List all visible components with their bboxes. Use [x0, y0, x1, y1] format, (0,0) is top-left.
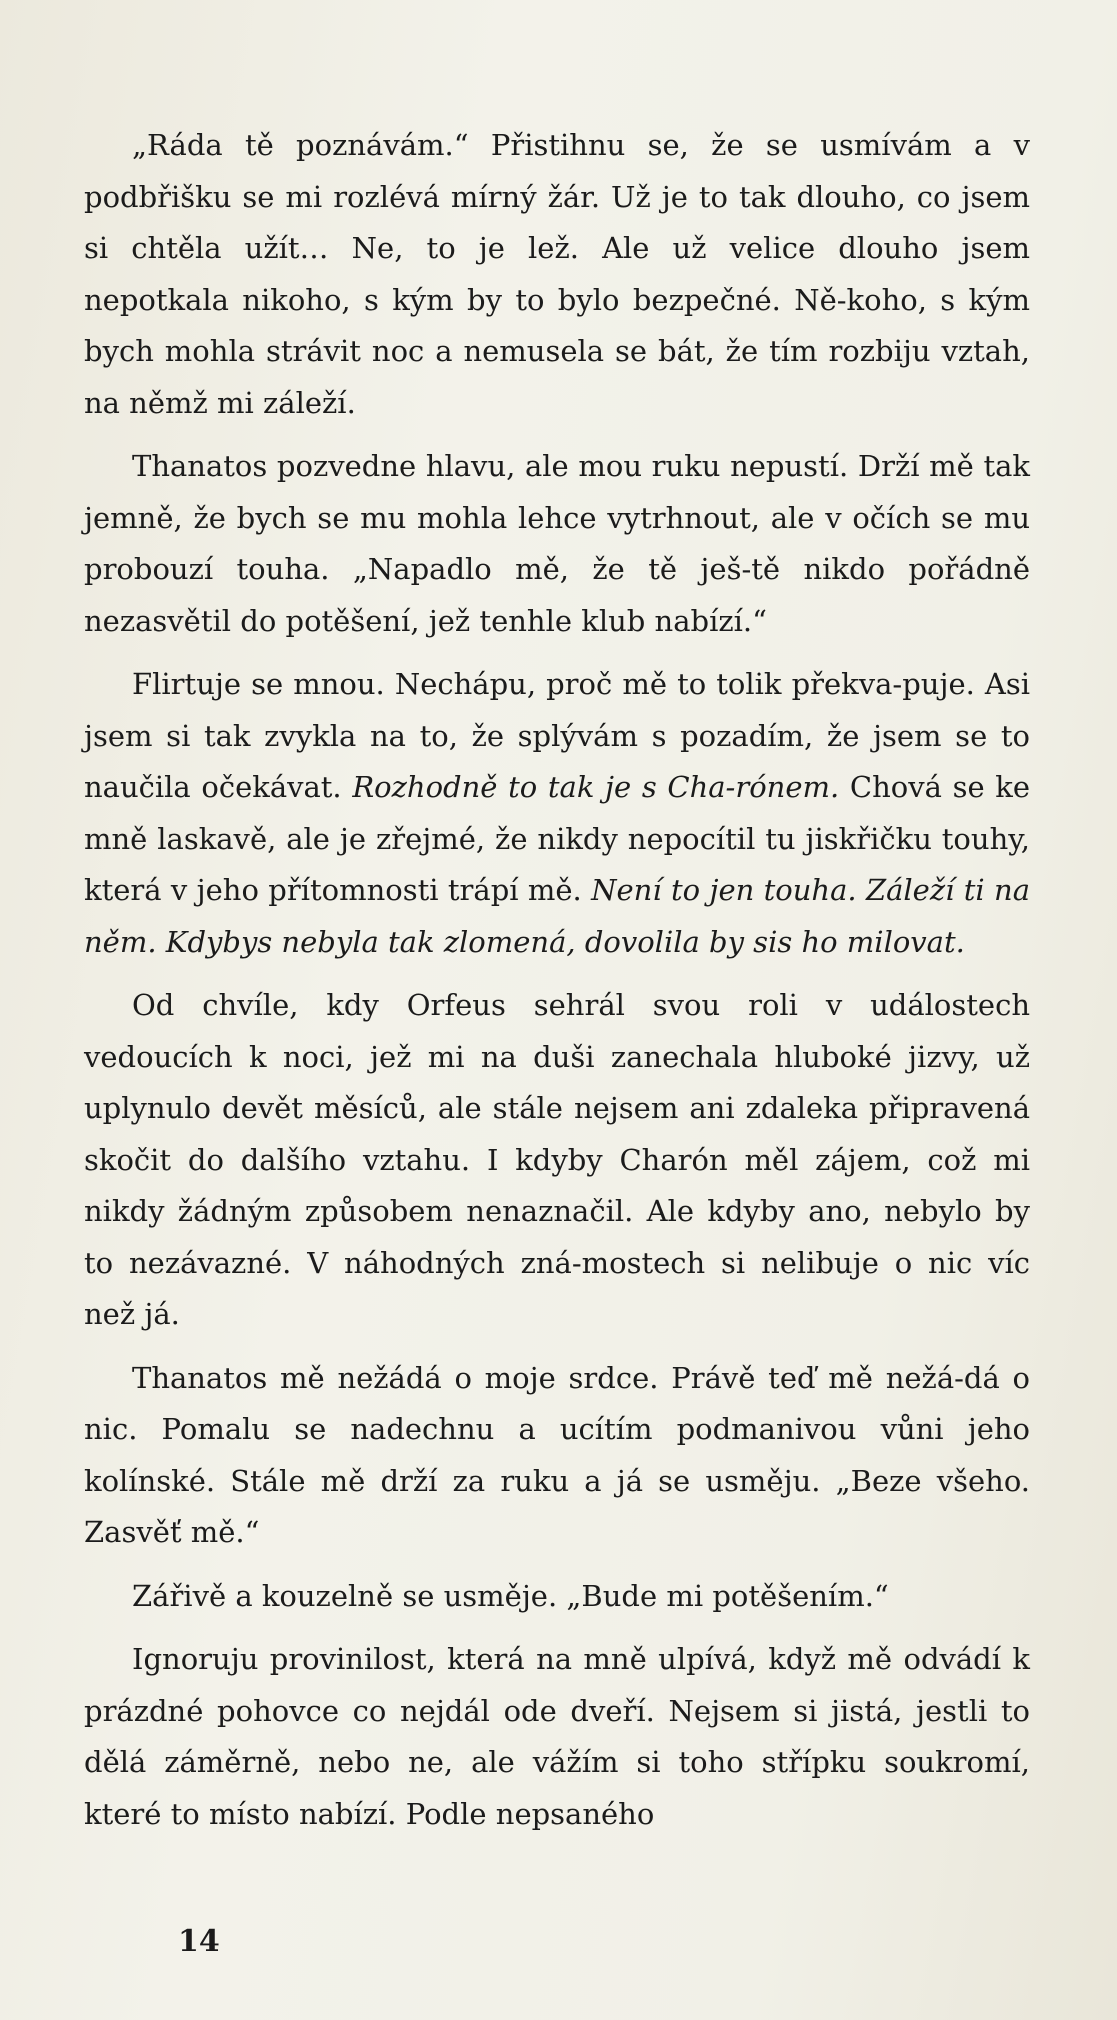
italic-thought: Rozhodně to tak je s Cha-rónem.	[352, 770, 840, 804]
paragraph	[84, 980, 1030, 1341]
italic-thought: Není to jen touha. Záleží ti na něm. Kdybys nebyla tak zlomená, dovolila by sis ho milovat.	[84, 873, 1031, 959]
page-number: 14	[178, 1924, 220, 1959]
paragraph-text: Flirtuje se mnou. Nechápu, proč mě to tolik překva-puje. Asi jsem si tak zvykla na to, že splývám s pozadím, že jsem se to naučila očekávat.	[84, 667, 1030, 804]
book-page	[84, 120, 1030, 1852]
paragraph-text: „Ráda tě poznávám.“ Přistihnu se, že se usmívám a v podbřišku se mi rozlévá mírný žár. Už je to tak dlouho, co jsem si chtěla užít… Ne, to je lež. Ale už velice dlouho jsem nepotkala nikoho, s kým by to bylo bezpečné. Ně-koho, s kým bych mohla strávit noc a nemusela se bát, že tím rozbiju vztah, na němž mi záleží.	[84, 128, 1030, 420]
paragraph-text: Ignoruju provinilost, která na mně ulpívá, když mě odvádí k prázdné pohovce co nejdál ode dveří. Nejsem si jistá, jestli to dělá záměrně, nebo ne, ale vážím si toho střípku soukromí, které to místo nabízí. Podle nepsaného	[84, 1642, 1030, 1831]
paragraph	[84, 1634, 1030, 1840]
paragraph	[84, 120, 1030, 429]
paragraph-text: Thanatos mě nežádá o moje srdce. Právě teď mě nežá-dá o nic. Pomalu se nadechnu a ucítím podmanivou vůni jeho kolínské. Stále mě drží za ruku a já se usměju. „Beze všeho. Zasvěť mě.“	[84, 1360, 1030, 1549]
paragraph	[84, 1571, 1030, 1623]
paragraph	[84, 441, 1030, 647]
paragraph-text: Thanatos pozvedne hlavu, ale mou ruku nepustí. Drží mě tak jemně, že bych se mu mohla lehce vytrhnout, ale v očích se mu probouzí touha. „Napadlo mě, že tě ješ-tě nikdo pořádně nezasvětil do potěšení, jež tenhle klub nabízí.“	[84, 449, 1030, 638]
paragraph-text: Chová se ke mně laskavě, ale je zřejmé, že nikdy nepocítil tu jiskřičku touhy, která v jeho přítomnosti trápí mě.	[84, 770, 1031, 907]
paragraph-text: Od chvíle, kdy Orfeus sehrál svou roli v událostech vedoucích k noci, jež mi na duši zanechala hluboké jizvy, už uplynulo devět měsíců, ale stále nejsem ani zdaleka připravená skočit do dalšího vztahu. I kdyby Charón měl zájem, což mi nikdy žádným způsobem nenaznačil. Ale kdyby ano, nebylo by to nezávazné. V náhodných zná-mostech si nelibuje o nic víc než já.	[84, 988, 1030, 1331]
paragraph	[84, 659, 1030, 968]
paragraph	[84, 1353, 1030, 1559]
paragraph-text: Zářivě a kouzelně se usměje. „Bude mi potěšením.“	[132, 1578, 889, 1613]
